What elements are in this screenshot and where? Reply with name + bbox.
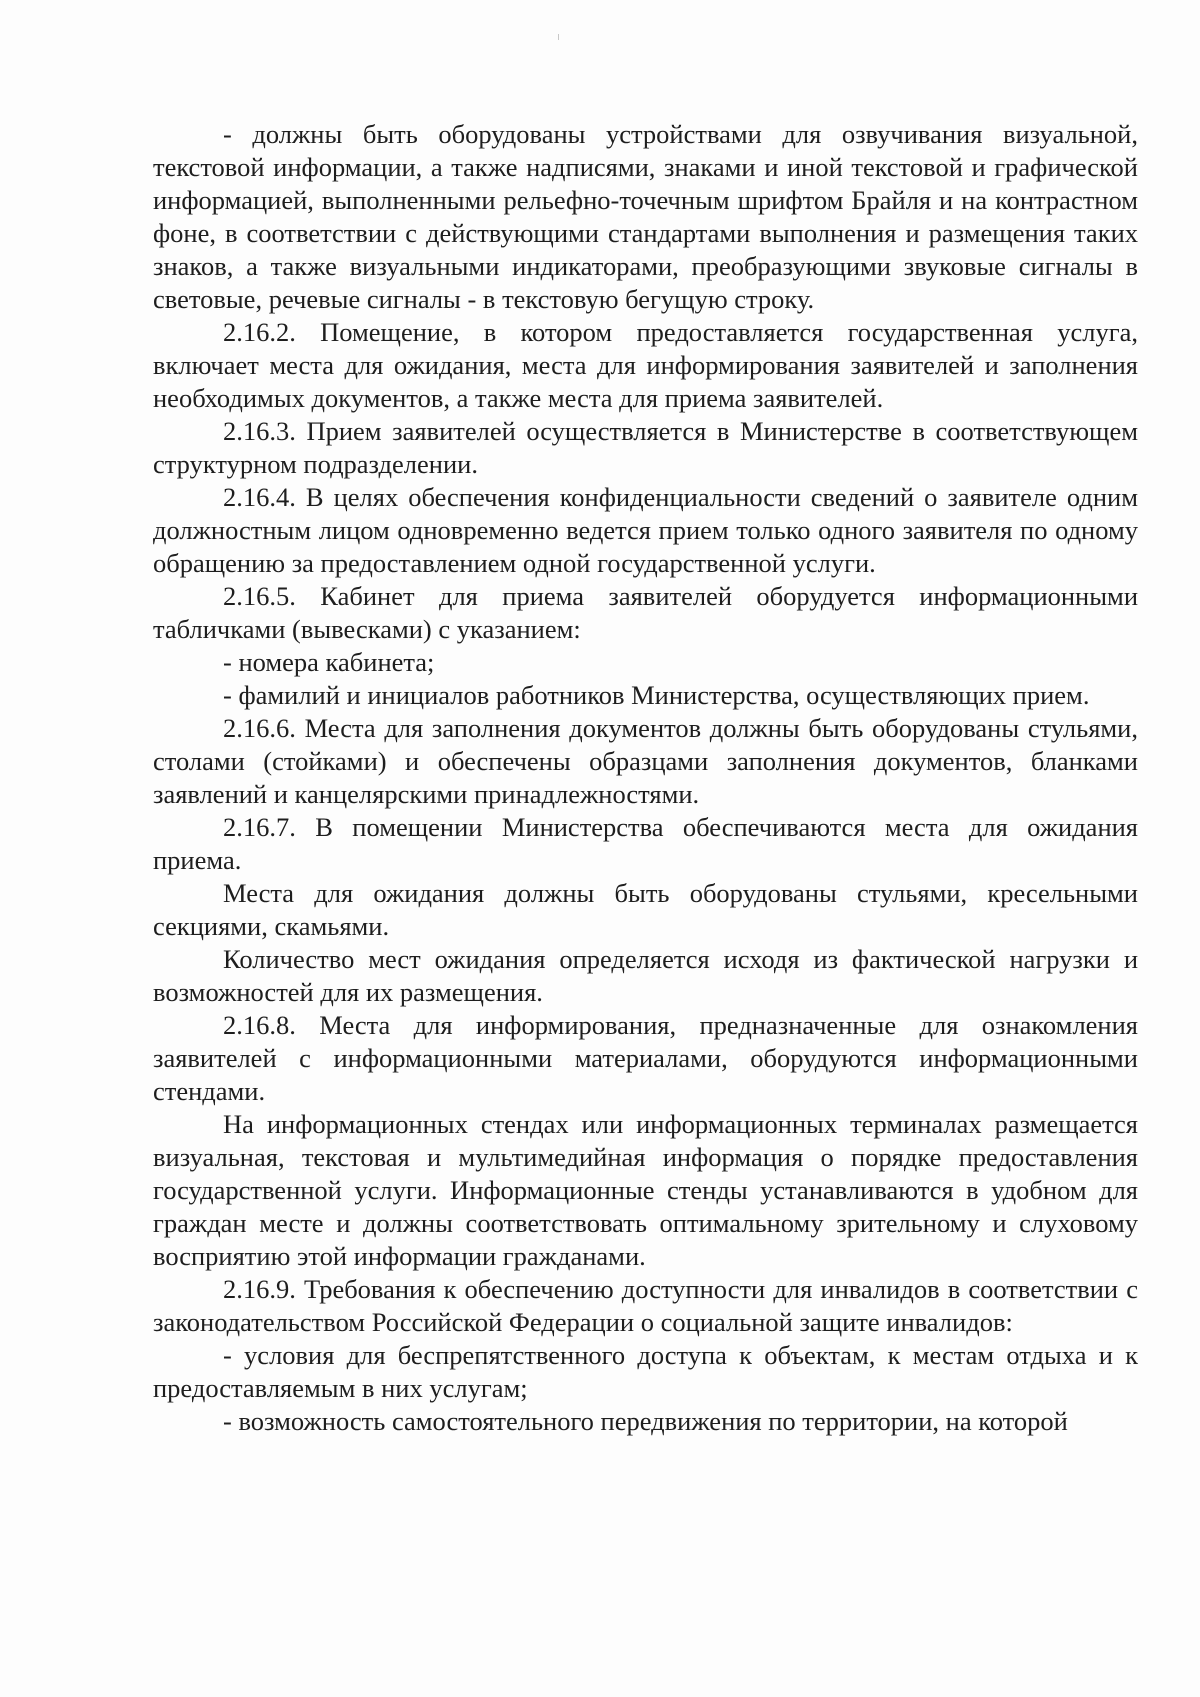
scan-artifact — [558, 34, 559, 40]
paragraph-2-16-8: 2.16.8. Места для информирования, предназначенные для ознакомления заявителей с информационными материалами, оборудуются информационными стендами. — [153, 1010, 1138, 1106]
paragraph-info-stands: На информационных стендах или информационных терминалах размещается визуальная, текстовая и мультимедийная информация о порядке предоставления государственной услуги. Информационные стенды устанавливаются в удобном для граждан месте и должны соответствовать оптимальному зрительному и слуховому восприятию этой информации гражданами. — [153, 1109, 1138, 1271]
paragraph-2-16-5: 2.16.5. Кабинет для приема заявителей оборудуется информационными табличками (вывесками) с указанием: — [153, 581, 1138, 644]
paragraph-waiting-furniture: Места для ожидания должны быть оборудованы стульями, кресельными секциями, скамьями. — [153, 878, 1138, 941]
paragraph-2-16-9: 2.16.9. Требования к обеспечению доступности для инвалидов в соответствии с законодательством Российской Федерации о социальной защите инвалидов: — [153, 1274, 1138, 1337]
document-body — [153, 118, 1138, 1438]
paragraph-braille-devices: - должны быть оборудованы устройствами для озвучивания визуальной, текстовой информации, а также надписями, знаками и иной текстовой и графической информацией, выполненными рельефно-точечным шрифтом Брайля и на контрастном фоне, в соответствии с действующими стандартами выполнения и размещения таких знаков, а также визуальными индикаторами, преобразующими звуковые сигналы в световые, речевые сигналы - в текстовую бегущую строку. — [153, 119, 1138, 314]
paragraph-waiting-count: Количество мест ожидания определяется исходя из фактической нагрузки и возможностей для их размещения. — [153, 944, 1138, 1007]
paragraph-2-16-4: 2.16.4. В целях обеспечения конфиденциальности сведений о заявителе одним должностным лицом одновременно ведется прием только одного заявителя по одному обращению за предоставлением одной государственной услуги. — [153, 482, 1138, 578]
list-item-staff-names: - фамилий и инициалов работников Министерства, осуществляющих прием. — [223, 680, 1090, 710]
list-item-independent-movement: - возможность самостоятельного передвижения по территории, на которой — [223, 1406, 1068, 1436]
paragraph-2-16-3: 2.16.3. Прием заявителей осуществляется в Министерстве в соответствующем структурном подразделении. — [153, 416, 1138, 479]
list-item-access-conditions: - условия для беспрепятственного доступа к объектам, к местам отдыха и к предоставляемым в них услугам; — [153, 1340, 1138, 1403]
list-item-room-number: - номера кабинета; — [223, 647, 435, 677]
paragraph-2-16-7: 2.16.7. В помещении Министерства обеспечиваются места для ожидания приема. — [153, 812, 1138, 875]
paragraph-2-16-2: 2.16.2. Помещение, в котором предоставляется государственная услуга, включает места для ожидания, места для информирования заявителей и заполнения необходимых документов, а также места для приема заявителей. — [153, 317, 1138, 413]
paragraph-2-16-6: 2.16.6. Места для заполнения документов должны быть оборудованы стульями, столами (стойками) и обеспечены образцами заполнения документов, бланками заявлений и канцелярскими принадлежностями. — [153, 713, 1138, 809]
